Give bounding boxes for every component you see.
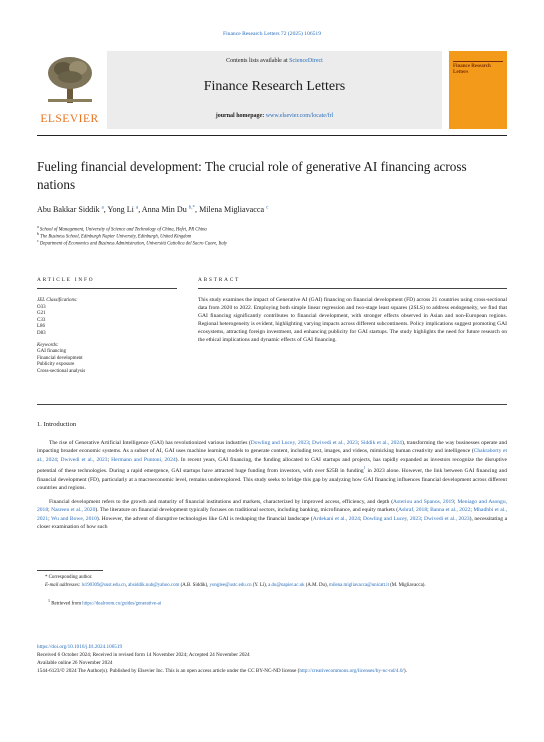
text-run: ; xyxy=(357,440,361,446)
cover-title: Finance Research Letters xyxy=(453,64,491,75)
cover-rule xyxy=(453,61,503,62)
text-run: ; xyxy=(470,507,474,514)
text-run: (M. Migliavacca). xyxy=(388,583,426,588)
masthead xyxy=(37,51,507,131)
homepage-line xyxy=(107,113,442,119)
affiliation-text: Department of Economics and Business Administration, Università Cattolica del Sacro Cuore, Italy xyxy=(39,241,228,247)
jel-code: C33 xyxy=(37,317,46,323)
citation-link[interactable]: Mhadhbi et al., 2021 xyxy=(37,507,507,522)
abstract-heading: ABSTRACT xyxy=(198,277,241,283)
text-run: (A.M. Du), xyxy=(304,583,330,588)
citation-link[interactable]: Nasreen et al., 2020 xyxy=(51,507,96,514)
text-run: ). However, the advent of disruptive technologies like GAI is reshaping the financial landscape ( xyxy=(96,515,313,522)
article-info-rule xyxy=(37,288,177,289)
publisher-logo[interactable] xyxy=(37,51,102,129)
text-run: ), transforming the way businesses operate and impacting broader economic systems. As a subset of AI, GAI uses machine learning models to generate content, including text, images, and videos, mimicking human creativity and intelligence ( xyxy=(37,440,508,455)
keyword: Publicity exposure xyxy=(37,362,75,368)
jel-code: L86 xyxy=(37,324,46,330)
citation-link[interactable]: Siddik et al., 2024 xyxy=(360,440,402,446)
author-name: Abu Bakkar Siddik xyxy=(37,205,100,214)
text-run: ; xyxy=(48,507,52,514)
footnote-1 xyxy=(48,597,518,608)
citation-link[interactable]: Dwivedi et al., 2023 xyxy=(424,515,470,522)
citation-link[interactable]: Dowling and Lucey, 2023 xyxy=(362,515,421,522)
citation-link[interactable]: Dowling and Lucey, 2023 xyxy=(250,440,309,446)
keyword: GAI financing xyxy=(37,349,67,355)
keywords-label: Keywords: xyxy=(37,342,59,348)
text-run: ; xyxy=(107,456,112,463)
affiliation xyxy=(37,239,507,247)
article-info-heading: ARTICLE INFO xyxy=(37,277,95,283)
journal-banner xyxy=(107,51,442,129)
footnote-prefix: Retrieved from xyxy=(51,601,83,607)
section-heading: 1. Introduction xyxy=(37,421,77,428)
citation-link[interactable]: Ardekani et al., 2024 xyxy=(312,515,360,522)
text-run: , xyxy=(125,583,129,588)
journal-reference[interactable]: Finance Research Letters 72 (2025) 106519 xyxy=(222,31,322,37)
sciencedirect-link[interactable]: ScienceDirect xyxy=(289,58,323,64)
citation-link[interactable]: a.du@napier.ac.uk xyxy=(268,583,305,588)
license-link[interactable]: http://creativecommons.org/licenses/by-nc-nd/4.0/ xyxy=(299,668,404,674)
author-list: Abu Bakkar Siddik $^a$, Yong Li $^a$, Anna Min Du $^{b,*}$, Milena Migliavacca $^c$ xyxy=(37,205,269,214)
elsevier-tree-icon xyxy=(45,55,95,105)
citation-link[interactable]: Meniago and Asongu, 2018 xyxy=(37,499,507,514)
text-run: ; xyxy=(308,440,313,446)
citation-link[interactable]: ls190309@sust.edu.cn xyxy=(81,583,126,588)
affiliation-marker: a xyxy=(37,225,39,229)
publisher-name: ELSEVIER xyxy=(40,113,99,125)
text-run: ; xyxy=(427,507,431,514)
citation-link[interactable]: Banna et al., 2022 xyxy=(430,507,471,514)
author-name: Milena Migliavacca xyxy=(199,205,265,214)
affiliation-text: School of Management, University of Science and Technology of China, Hefei, PR China xyxy=(39,227,207,233)
citation-link[interactable]: Asteriou and Spanos, 2019 xyxy=(393,499,455,505)
author-affiliation-marker[interactable]: a xyxy=(135,205,139,211)
paragraph xyxy=(37,498,507,532)
affiliation-text: The Business School, Edinburgh Napier University, Edinburgh, United Kingdom xyxy=(40,234,192,240)
footnote-link[interactable]: https://dealroom.co/guides/generative-ai xyxy=(82,601,162,607)
citation-link[interactable]: milena.migliavacca@unicatt.it xyxy=(329,583,389,588)
citation-link[interactable]: yonglee@ustc.edu.cn xyxy=(209,583,252,588)
author-name: Anna Min Du xyxy=(141,205,187,214)
text-run: Financial development refers to the growth and maturity of financial institutions and markets, characterized by improved access, efficiency, and depth ( xyxy=(49,499,394,505)
abstract-bottom-rule xyxy=(37,404,507,405)
text-run: ; xyxy=(48,515,52,522)
citation-link[interactable]: Hermann and Puntoni, 2024 xyxy=(111,456,176,463)
keyword: Cross-sectional analysis xyxy=(37,368,86,374)
email-label: E-mail addresses: xyxy=(45,583,82,588)
license-end: ). xyxy=(403,668,407,674)
abstract-rule xyxy=(198,288,507,289)
text-run: ; xyxy=(420,515,425,522)
footnote-marker[interactable]: 1 xyxy=(363,465,366,471)
citation-link[interactable]: Chakraborty et al., 2024 xyxy=(37,448,507,463)
text-run: (A.B. Siddik), xyxy=(179,583,210,588)
text-run: ). In recent years, GAI financing, the funding allocated to GAI startups and projects, has rapidly expanded as investors recognize the disruptive potential of these technologies. During a rapid emergence, GAI startups have attracted huge funding from investors, with over $25B in funding xyxy=(37,456,507,475)
affiliation-marker: b xyxy=(37,232,39,236)
jel-code: O33 xyxy=(37,304,46,310)
jel-code: G21 xyxy=(37,311,46,317)
journal-title: Finance Research Letters xyxy=(203,79,346,94)
jel-label: JEL Classifications: xyxy=(37,298,78,303)
paragraph xyxy=(37,439,507,493)
license-statement xyxy=(37,668,507,675)
online-date: Available online 26 November 2024 xyxy=(37,660,113,666)
author-affiliation-marker[interactable]: b,* xyxy=(188,205,196,211)
text-run: in 2023 alone. However, the link between GAI financing and financial development (FD), particularly at a macroeconomic level, remains underexplored. This study seeks to bridge this gap by analyzing how GAI financing influences financial development across different countries and regions. xyxy=(37,468,507,492)
text-run: (Y. Li), xyxy=(251,583,269,588)
keyword: Financial development xyxy=(37,355,83,361)
contents-prefix: Contents lists available at xyxy=(226,58,290,64)
citation-link[interactable]: absiddik.nub@yahoo.com xyxy=(128,583,180,588)
citation-link[interactable]: Ashraf, 2018 xyxy=(398,507,428,514)
jel-code: D83 xyxy=(37,330,46,336)
footnote-number: 1 xyxy=(48,598,51,603)
article-info-block xyxy=(37,298,177,376)
header-divider xyxy=(37,135,507,136)
corresponding-author-note: * Corresponding author. xyxy=(45,575,93,580)
affiliation-marker: c xyxy=(37,239,39,243)
citation-link[interactable]: Dwivedi et al., 2023 xyxy=(312,440,358,446)
doi-link[interactable]: https://doi.org/10.1016/j.frl.2024.106519 xyxy=(37,644,123,650)
text-run: ; xyxy=(359,515,363,522)
contents-line xyxy=(107,58,442,64)
journal-cover[interactable] xyxy=(449,51,507,129)
author-name: Yong Li xyxy=(107,205,134,214)
email-footnote xyxy=(45,582,507,589)
email-list xyxy=(82,583,426,588)
author-affiliation-marker[interactable]: a xyxy=(101,205,104,211)
text-run: ), necessitating a closer examination of how such xyxy=(37,515,508,531)
text-run: ; xyxy=(56,456,61,463)
paper-title: Fueling financial development: The crucial role of generative AI financing across nations xyxy=(37,159,467,192)
author-affiliation-marker[interactable]: c xyxy=(266,205,269,211)
citation-link[interactable]: Wu and Bowe, 2010 xyxy=(51,515,97,522)
homepage-link[interactable]: www.elsevier.com/locate/frl xyxy=(265,113,334,119)
text-run: ; xyxy=(454,499,458,505)
homepage-prefix: journal homepage: xyxy=(215,113,266,119)
license-text: 1544-6123/© 2024 The Author(s). Published by Elsevier Inc. This is an open access article under the CC BY-NC-ND license ( xyxy=(37,668,300,674)
citation-link[interactable]: Dwivedi et al., 2023 xyxy=(60,456,108,463)
received-dates: Received 6 October 2024; Received in revised form 14 November 2024; Accepted 24 November 2024 xyxy=(37,652,250,658)
text-run: The rise of Generative Artificial Intelligence (GAI) has revolutionized various industries ( xyxy=(49,440,251,446)
abstract-text: This study examines the impact of Generative AI (GAI) financing on financial development (FD) across 21 countries using cross-sectional data from 2020 to 2022. Employing both simple linear regression and two-stage least squares (2SLS) to address endogeneity, we find that GAI financing significantly contributes to financial development, with stronger effects observed in Asian and non-European regions. Regional heterogeneity is evident, highlighting varying impacts across different subcontinents. Policy implications suggest promoting GAI ecosystems, attracting foreign investment, and enhancing publicity for GAI startups. The study highlights the need for future research on the ethical implications and dynamic effects of GAI financing. xyxy=(198,297,507,344)
footnote-rule xyxy=(37,570,103,571)
text-run: ). The literature on financial development typically focuses on traditional sectors, including banking, microfinance, and equity markets ( xyxy=(95,507,399,514)
